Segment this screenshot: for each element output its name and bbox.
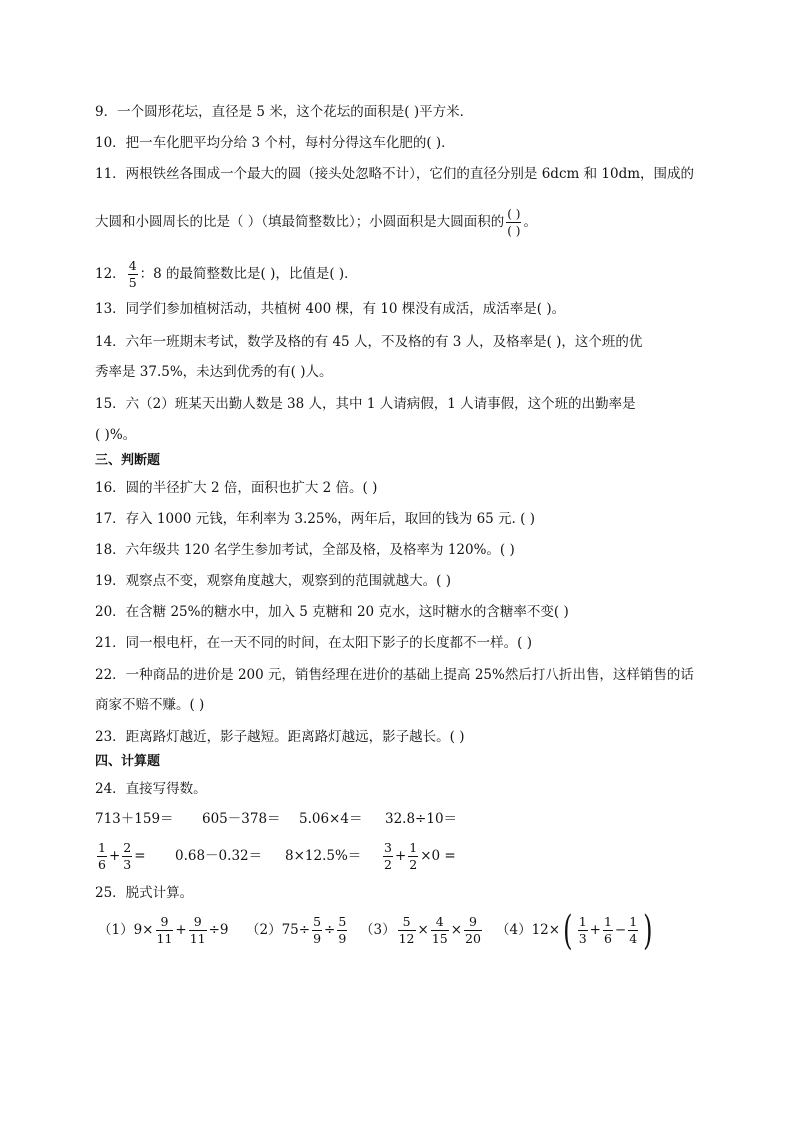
question-11-line-1: 11．两根铁丝各围成一个最大的圆（接头处忽略不计），它们的直径分别是 6dcm 和 10dm，围成的 <box>95 166 695 182</box>
question-11-text: 大圆和小圆周长的比是（ ）（填最简整数比）；小圆面积是大圆面积的 <box>95 214 505 230</box>
left-paren: ( <box>563 907 573 954</box>
question-17: 17．存入 1000 元钱，年利率为 3.25%，两年后，取回的钱为 65 元. ( ) <box>95 511 535 527</box>
step-calc-3: （3） $\frac{5}{12}$ × $\frac{4}{15}$ × $\frac{9}{20}$ <box>360 913 481 946</box>
calc-item: 5.06×4＝ <box>299 811 363 827</box>
question-19: 19．观察点不变，观察角度越大，观察到的范围就越大。( ) <box>95 573 452 589</box>
calc-item: 605－378＝ <box>202 811 281 827</box>
calc-fraction-sum: $\frac{1}{6}$ + $\frac{2}{3}$ = <box>98 839 146 872</box>
question-24: 24．直接写得数。 <box>95 781 207 797</box>
fraction-four-fifths: $\frac{4}{5}$ <box>128 257 137 290</box>
calc-item: 32.8÷10＝ <box>385 811 458 827</box>
question-12: 12． $\frac{4}{5}$ ：8 的最简整数比是( )，比值是( )． <box>95 257 358 290</box>
question-21: 21．同一根电杆，在一天不同的时间，在太阳下影子的长度都不一样。( ) <box>95 635 533 651</box>
mental-calc-row-2 <box>95 838 495 874</box>
step-calc-1: （1）9× $\frac{9}{11}$ + $\frac{9}{11}$ ÷9 <box>98 913 229 946</box>
question-22-line-1: 22．一种商品的进价是 200 元，销售经理在进价的基础上提高 25%然后打八折出售，这样销售的话 <box>95 667 694 683</box>
step-calc-2: （2）75÷ $\frac{5}{9}$ ÷ $\frac{5}{9}$ <box>246 913 347 946</box>
calc-item: 0.68－0.32＝ <box>175 848 263 864</box>
question-14-line-2: 秀率是 37.5%，未达到优秀的有( )人。 <box>95 364 333 380</box>
question-11-line-2: 大圆和小圆周长的比是（ ）（填最简整数比）；小圆面积是大圆面积的 $\frac{( )}{( )}$ 。 <box>95 207 537 238</box>
section-heading-true-false: 三、判断题 <box>95 453 161 468</box>
calc-item: 713＋159＝ <box>95 811 174 827</box>
answer-fraction-blank: $\frac{( )}{( )}$ <box>507 207 521 238</box>
calc-item: 8×12.5%＝ <box>285 848 362 864</box>
question-15-line-2: ( )%。 <box>95 427 137 443</box>
question-14-line-1: 14．六年一班期末考试，数学及格的有 45 人，不及格的有 3 人，及格率是( )，这个班的优 <box>95 334 643 350</box>
right-paren: ) <box>643 907 653 954</box>
question-25: 25．脱式计算。 <box>95 885 194 901</box>
question-20: 20．在含糖 25%的糖水中，加入 5 克糖和 20 克水，这时糖水的含糖率不变( ) <box>95 604 569 620</box>
step-calc-row <box>98 908 658 952</box>
section-heading-calculation: 四、计算题 <box>95 754 161 769</box>
question-18: 18．六年级共 120 名学生参加考试，全部及格，及格率为 120%。( ) <box>95 542 515 558</box>
question-9: 9．一个圆形花坛，直径是 5 米，这个花坛的面积是( )平方米． <box>95 104 474 120</box>
question-23: 23．距离路灯越近，影子越短。距离路灯越远，影子越长。( ) <box>95 729 465 745</box>
question-15-line-1: 15．六（2）班某天出勤人数是 38 人，其中 1 人请病假，1 人请事假，这个班的出勤率是 <box>95 396 636 412</box>
question-13: 13．同学们参加植树活动，共植树 400 棵，有 10 棵没有成活，成活率是( )。 <box>95 301 566 317</box>
question-10: 10．把一车化肥平均分给 3 个村，每村分得这车化肥的( )． <box>95 135 455 151</box>
step-calc-4: （4）12×( $\frac{1}{3}$ + $\frac{1}{6}$ − $\frac{1}{4}$ ) <box>496 907 653 954</box>
question-22-line-2: 商家不赔不赚。( ) <box>95 697 205 713</box>
question-16: 16．圆的半径扩大 2 倍，面积也扩大 2 倍。( ) <box>95 480 378 496</box>
calc-fraction-expression: $\frac{3}{2}$ + $\frac{1}{2}$ ×0 = <box>384 839 456 872</box>
